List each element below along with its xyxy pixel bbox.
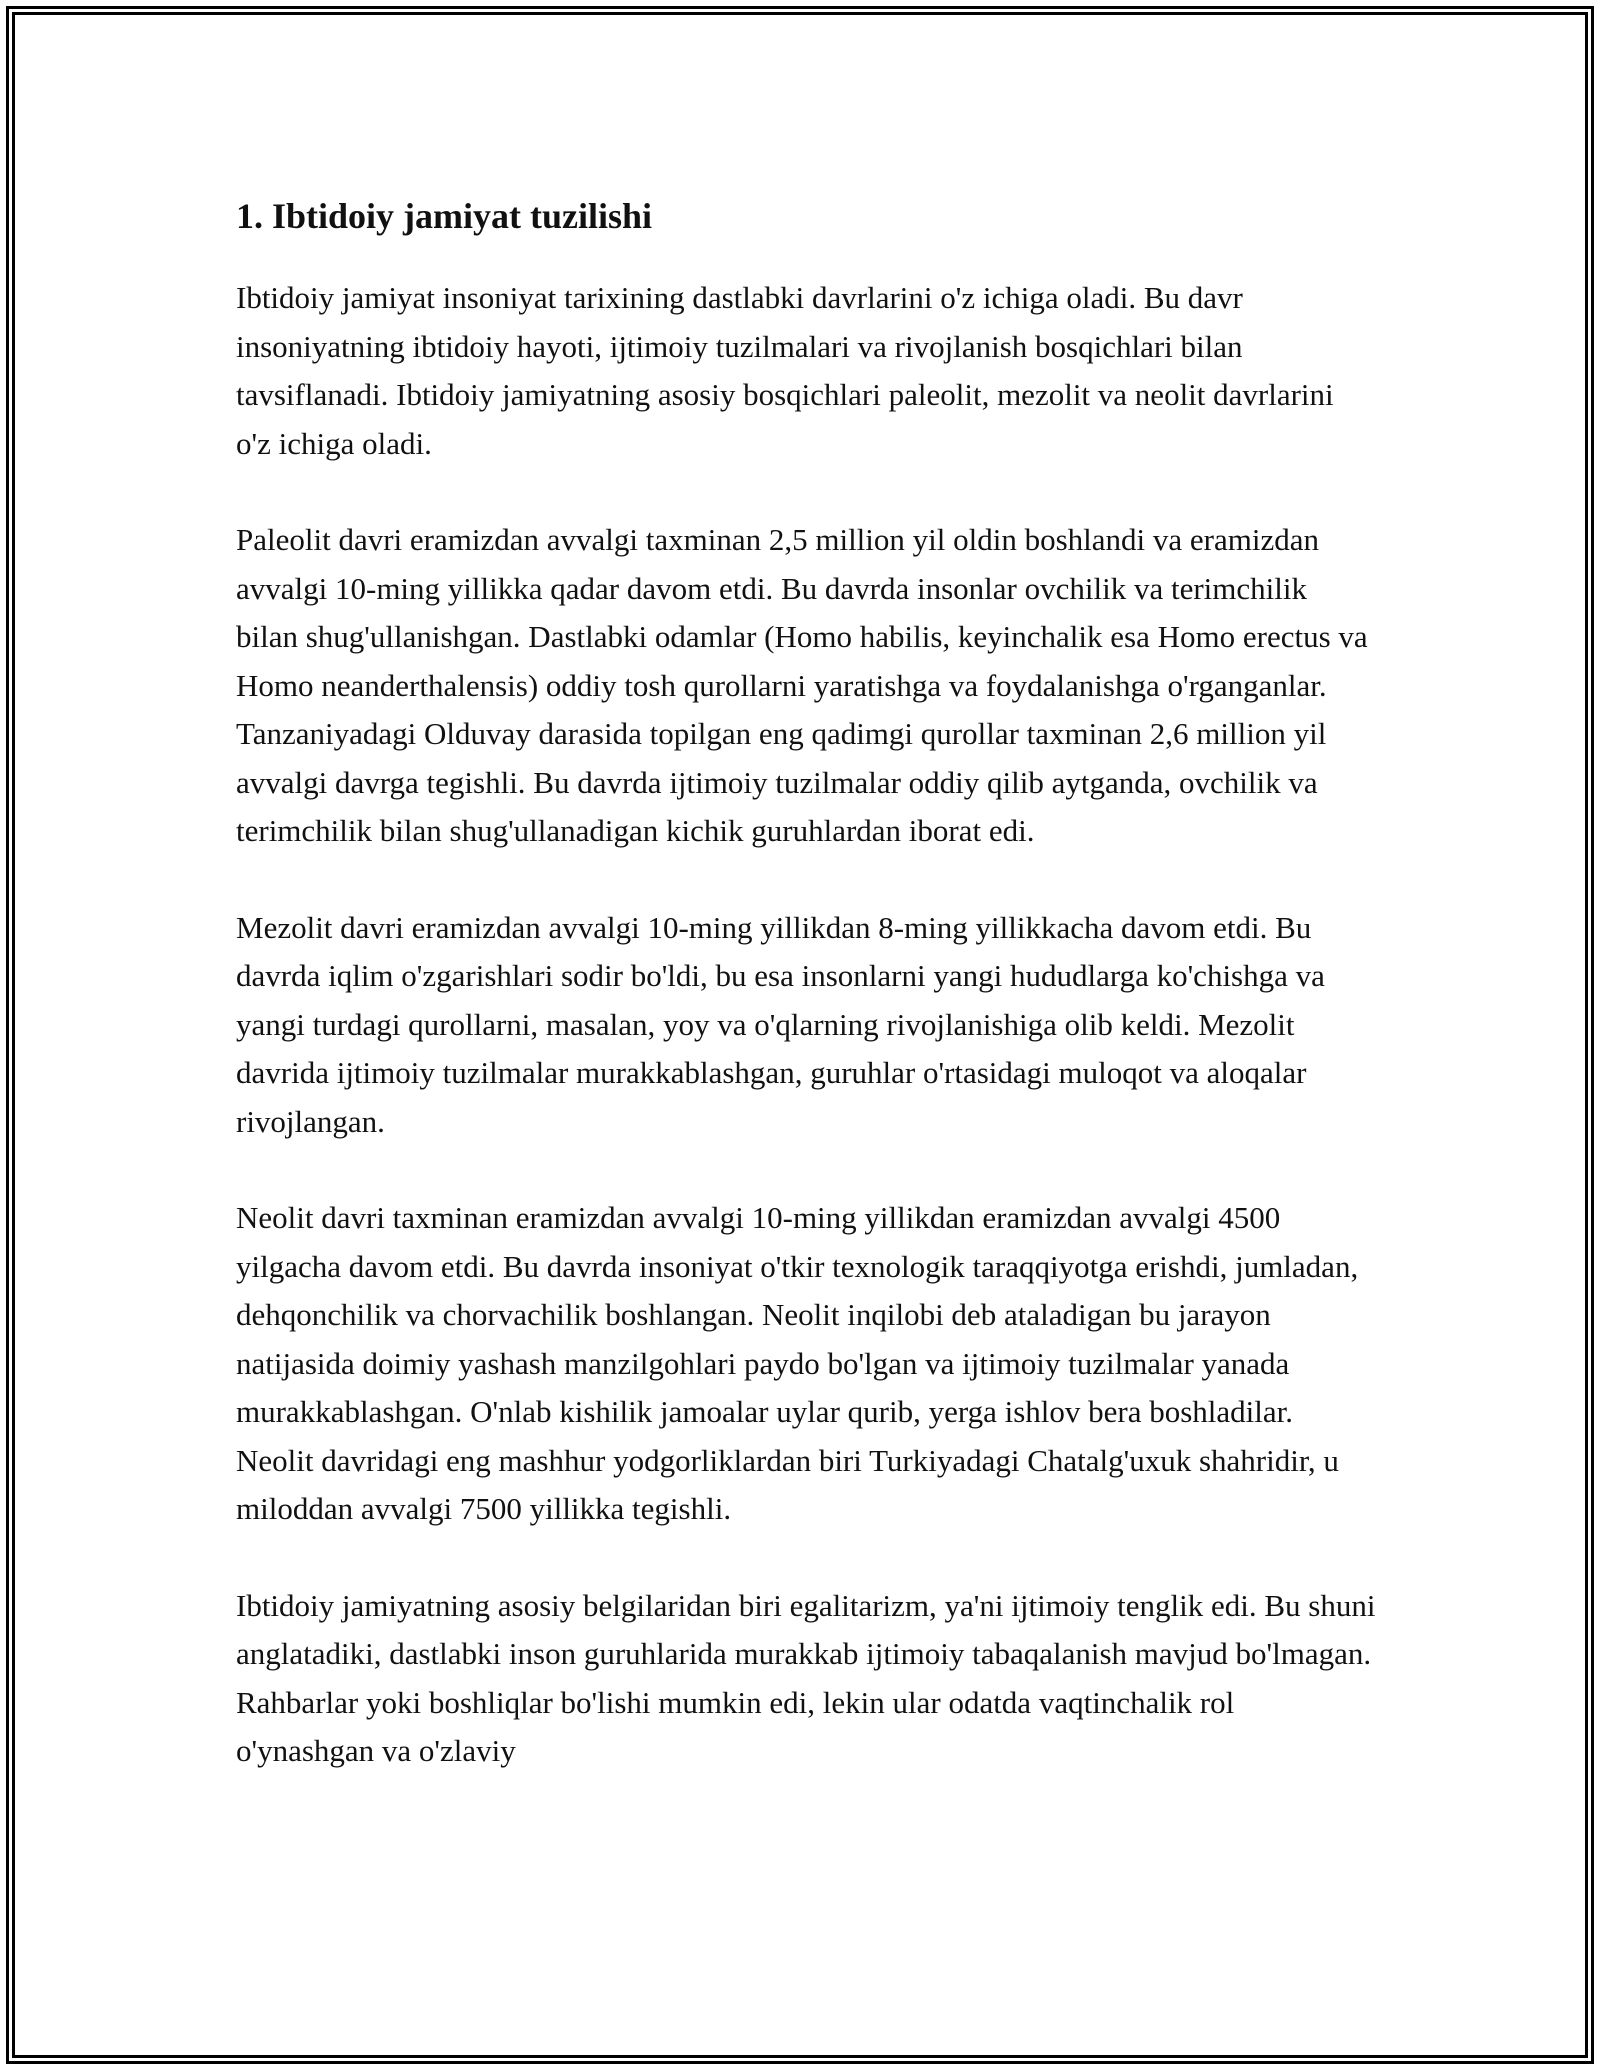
paragraph-neolithic: Neolit davri taxminan eramizdan avvalgi 10-ming yillikdan eramizdan avvalgi 4500 yilgacha davom etdi. Bu davrda insoniyat o'tkir texnologik taraqqiyotga erishdi, jumladan, dehqonchilik va chorvachilik boshlangan. Neolit inqilobi deb ataladigan bu jarayon natijasida doimiy yashash manzilgohlari paydo bo'lgan va ijtimoiy tuzilmalar yanada murakkablashgan. O'nlab kishilik jamoalar uylar qurib, yerga ishlov bera boshladilar. Neolit davridagi eng mashhur yodgorliklardan biri Turkiyadagi Chatalg'uxuk shahridir, u miloddan avvalgi 7500 yillikka tegishli. [236,1200,1359,1526]
paragraph-egalitarianism: Ibtidoiy jamiyatning asosiy belgilaridan biri egalitarizm, ya'ni ijtimoiy tenglik edi. Bu shuni anglatadiki, dastlabki inson guruhlarida murakkab ijtimoiy tabaqalanish mavjud bo'lmagan. Rahbarlar yoki boshliqlar bo'lishi mumkin edi, lekin ular odatda vaqtinchalik rol o'ynashgan va o'zlaviy [236,1587,1376,1768]
paragraph-paleolithic: Paleolit davri eramizdan avvalgi taxminan 2,5 million yil oldin boshlandi va eramizdan avvalgi 10-ming yillikka qadar davom etdi. Bu davrda insonlar ovchilik va terimchilik bilan shug'ullanishgan. Dastlabki odamlar (Homo habilis, keyinchalik esa Homo erectus va Homo neanderthalensis) oddiy tosh qurollarni yaratishga va foydalanishga o'rganganlar. Tanzaniyadagi Olduvay darasida topilgan eng qadimgi qurollar taxminan 2,6 million yil avvalgi davrga tegishli. Bu davrda ijtimoiy tuzilmalar oddiy qilib aytganda, ovchilik va terimchilik bilan shug'ullanadigan kichik guruhlardan iborat edi. [236,522,1368,848]
paragraph-mesolithic: Mezolit davri eramizdan avvalgi 10-ming yillikdan 8-ming yillikkacha davom etdi. Bu davrda iqlim o'zgarishlari sodir bo'ldi, bu esa insonlarni yangi hududlarga ko'chishga va yangi turdagi qurollarni, masalan, yoy va o'qlarning rivojlanishiga olib keldi. Mezolit davrida ijtimoiy tuzilmalar murakkablashgan, guruhlar o'rtasidagi muloqot va aloqalar rivojlangan. [236,909,1325,1139]
section-title: 1. Ibtidoiy jamiyat tuzilishi [236,196,653,236]
document-body [236,188,1376,1776]
paragraph-intro: Ibtidoiy jamiyat insoniyat tarixining dastlabki davrlarini o'z ichiga oladi. Bu davr insoniyatning ibtidoiy hayoti, ijtimoiy tuzilmalari va rivojlanish bosqichlari bilan tavsiflanadi. Ibtidoiy jamiyatning asosiy bosqichlari paleolit, mezolit va neolit davrlarini o'z ichiga oladi. [236,280,1334,461]
